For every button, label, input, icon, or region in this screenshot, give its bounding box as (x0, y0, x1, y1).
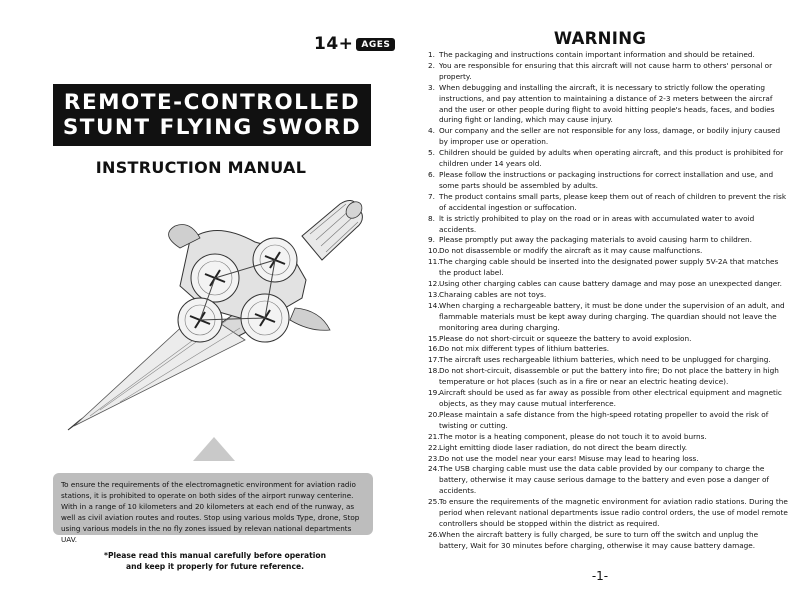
item-number: 22. (428, 442, 440, 452)
list-item (428, 50, 788, 61)
item-number: 19. (428, 388, 440, 398)
page-number: -1- (591, 569, 609, 583)
item-text: Aircraft should be used as far away as possible from other electrical equipment and magnetic objects, as they may cause mutual interference. (439, 388, 782, 408)
item-text: Children should be guided by adults when operating aircraft, and this product is prohibited for children under 14 years old. (439, 148, 784, 169)
list-item (428, 334, 788, 345)
age-number: 14+ (314, 34, 354, 54)
list-item (428, 148, 788, 170)
list-item (428, 246, 788, 257)
item-number: 25. (428, 497, 440, 507)
item-number: 18. (428, 366, 440, 376)
item-text: Do not disassemble or modify the aircraft as it may cause malfunctions. (439, 246, 703, 256)
list-item (428, 366, 788, 388)
item-number: 21. (428, 431, 440, 441)
item-number: 16. (428, 344, 440, 354)
item-text: To ensure the requirements of the magnetic environment for aviation radio stations. During the period when relevant national departments issue radio control orders, the use of model remote controllers should be stopped within the district as required. (439, 497, 788, 528)
item-number: 17. (428, 355, 440, 365)
pointer-triangle (193, 437, 235, 461)
list-item (428, 214, 788, 236)
item-text: The packaging and instructions contain important information and should be retained. (439, 50, 755, 59)
item-text: Please do not short-circuit or squeeze the battery to avoid explosion. (439, 333, 692, 343)
item-number: 12. (428, 279, 440, 289)
item-text: The charging cable should be inserted into the designated power supply 5V-2A that matches the product label. (439, 257, 779, 278)
item-text: Do not use the model near your ears! Misuse may lead to hearing loss. (439, 453, 699, 463)
warning-heading: WARNING (553, 29, 647, 48)
list-item (428, 432, 788, 443)
list-item (428, 443, 788, 454)
item-text: When charging a rechargeable battery, it must be done under the supervision of an adult, and flammable materials must be kept away during charging. The quardian should not leave the monitoring area during charging. (439, 300, 785, 332)
item-text: Our company and the seller are not responsible for any loss, damage, or bodily injury caused by improper use or operation. (439, 126, 781, 147)
aviation-notice: To ensure the requirements of the electromagnetic environment for aviation radio stations, it is prohibited to operate on both sides of the airport runway centerine. With in a range of 10 kilometers and 20 kilometers at each end of the runway, as well as civil aviation routes and routes. Stop using various molds Type, drone, Stop using various models in the no fly zones issued by relevan national departments UAV. (53, 473, 373, 535)
read-manual-note: *Please read this manual carefully before operation and keep it properly for future reference. (103, 551, 327, 571)
item-number: 13. (428, 289, 440, 299)
item-number: 8. (428, 213, 435, 223)
item-text: Do not mix different types of lithium batteries. (439, 344, 610, 354)
item-number: 9. (428, 235, 435, 245)
item-text: Light emitting diode laser radiation, do not direct the beam directly. (439, 442, 688, 452)
list-item (428, 355, 788, 366)
flying-sword-illustration (40, 190, 380, 440)
list-item (428, 301, 788, 334)
item-number: 6. (428, 169, 435, 179)
item-number: 4. (428, 126, 435, 136)
instruction-manual-heading: INSTRUCTION MANUAL (95, 158, 307, 177)
list-item (428, 344, 788, 355)
item-number: 1. (428, 50, 435, 59)
age-badge: AGES (356, 38, 395, 51)
item-text: Please promptly put away the packaging materials to avoid causing harm to children. (439, 235, 753, 245)
warning-list (428, 50, 788, 552)
list-item (428, 388, 788, 410)
item-text: Using other charging cables can cause battery damage and may pose an unexpected danger. (439, 279, 782, 289)
item-number: 10. (428, 246, 440, 256)
item-number: 15. (428, 333, 440, 343)
list-item (428, 126, 788, 148)
item-number: 5. (428, 148, 435, 158)
list-item (428, 192, 788, 214)
item-text: The product contains small parts, please keep them out of reach of children to prevent the risk of accidental ingestion or suffocation. (439, 191, 787, 212)
list-item (428, 454, 788, 465)
list-item (428, 497, 788, 530)
list-item (428, 530, 788, 552)
sword-handle (302, 199, 365, 260)
item-number: 11. (428, 257, 440, 267)
item-text: The USB charging cable must use the data cable provided by our company to charge the battery, otherwise it may cause serious damage to the battery and even pose a danger of accidents. (439, 464, 769, 496)
age-rating (314, 34, 395, 54)
item-text: The motor is a heating component, please do not touch it to avoid burns. (439, 431, 707, 441)
item-number: 7. (428, 191, 435, 201)
list-item (428, 257, 788, 279)
item-text: Please maintain a safe distance from the high-speed rotating propeller to avoid the risk of twisting or cutting. (439, 409, 769, 430)
list-item (428, 410, 788, 432)
item-text: The aircraft uses rechargeable lithium batteries, which need to be unplugged for charging. (439, 355, 771, 365)
list-item (428, 464, 788, 497)
list-item (428, 235, 788, 246)
item-number: 23. (428, 453, 440, 463)
list-item (428, 83, 788, 127)
item-text: Please follow the instructions or packaging instructions for correct installation and use, and some parts should be assembled by adults. (439, 169, 774, 190)
item-text: lt is strictly prohibited to play on the road or in areas with accumulated water to avoid accidents. (439, 213, 755, 234)
product-title-line-2: STUNT FLYING SWORD (62, 115, 362, 140)
item-number: 2. (428, 60, 435, 70)
item-text: Do not short-circuit, disassemble or put the battery into fire; Do not place the battery in high temperature or hot places (such as in a fire or near an electric heating device). (439, 366, 779, 387)
item-number: 20. (428, 409, 440, 419)
right-page (400, 0, 800, 612)
item-text: When debugging and installing the aircraft, it is necessary to strictly follow the operating instructions, and pay attention to maintaining a distance of 2-3 meters between the aircraf and the user or other people during flight to avoid hitting people's heads, faces, and bodies during fight or landing, which may cause injury. (439, 82, 775, 125)
list-item (428, 61, 788, 83)
sword-blade (68, 310, 250, 430)
item-number: 24. (428, 464, 440, 474)
item-number: 26. (428, 529, 440, 539)
item-text: Charaing cables are not toys. (439, 289, 547, 299)
item-number: 3. (428, 82, 435, 92)
item-text: You are responsible for ensuring that this aircraft will not cause harm to others' personal or property. (439, 60, 773, 81)
item-number: 14. (428, 300, 440, 310)
item-text: When the aircraft battery is fully charged, be sure to turn off the switch and unplug the battery, Wait for 30 minutes before charging, otherwise it may cause battery damage. (439, 529, 759, 550)
product-title-line-1: REMOTE-CONTROLLED (63, 90, 361, 115)
list-item (428, 290, 788, 301)
list-item (428, 279, 788, 290)
product-title-box (53, 84, 371, 146)
list-item (428, 170, 788, 192)
